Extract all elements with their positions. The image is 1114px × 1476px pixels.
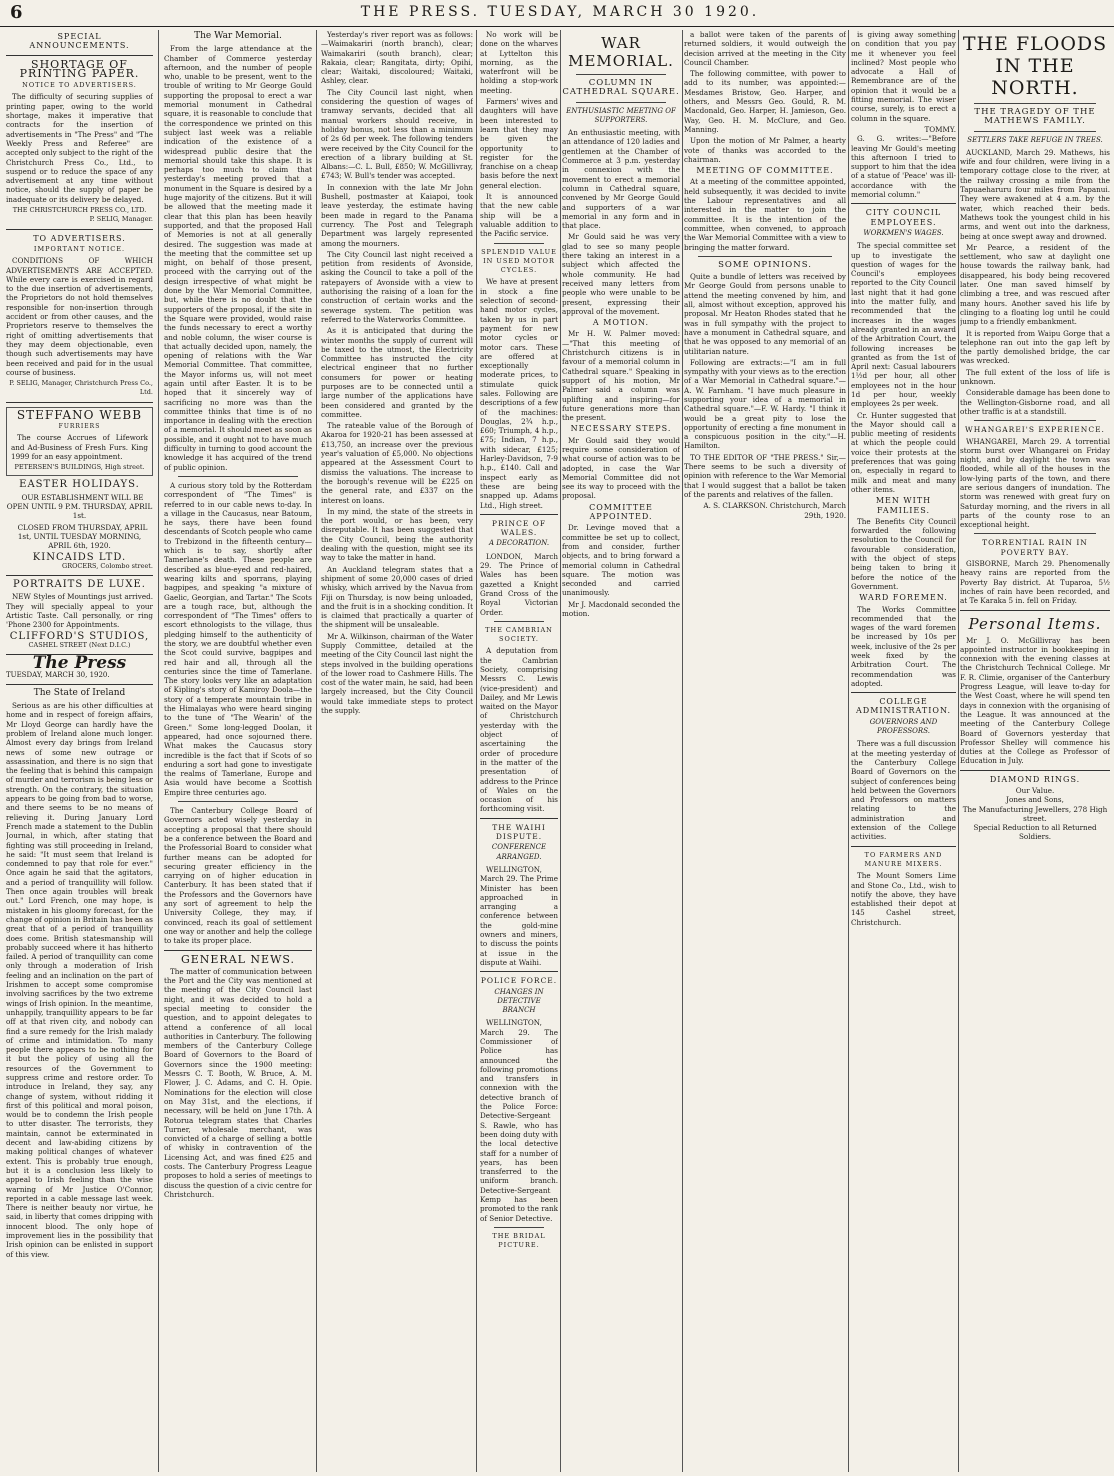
prince-text: LONDON, March 29. The Prince of Wales has been gazetted a Knight Grand Cross of the Royal Victorian Order.: [480, 551, 558, 617]
shortage-sign: THE CHRISTCHURCH PRESS CO., LTD.: [12, 206, 147, 215]
cliffords-address: CASHEL STREET (Next D.I.C.): [28, 640, 131, 649]
bridal-heading: THE BRIDAL PICTURE.: [492, 1231, 546, 1250]
war-memorial-intro: An enthusiastic meeting, with an attendance of 120 ladies and gentlemen at the Chamber of Commerce at 3 p.m. yesterday in connexion with the movement to erect a memorial column in Cathedral square, convened by Mr George Gould and supporters of a war memorial in any form and in that place.: [562, 128, 680, 231]
farmers-wives-text: Farmers' wives and daughters will have been interested to learn that they may be given the opportunity to register for the franchise on a cheap basis before the next general election.: [480, 97, 558, 190]
splendid-value-heading: SPLENDID VALUE IN USED MOTOR CYCLES.: [481, 247, 557, 275]
splendid-value-text: We have at present in stock a fine selection of second-hand motor cycles, taken by us in part payment for new motor cycles or motor cars. These are offered at exceptionally moderate prices, to stimulate quick sales. Following are descriptions of a few of the machines: Douglas, 2¾ h.p., £60; Triumph, 4 h.p., £75; Indian, 7 h.p., with sidecar, £125; Harley-Davidson, 7-9 h.p., £140. Call and inspect early as these are being snapped up. Adams Ltd., High street.: [480, 277, 558, 510]
divider: [6, 55, 153, 56]
press-date: TUESDAY, MARCH 30, 1920.: [6, 670, 110, 679]
waipu-text: It is reported from Waipu Gorge that a telephone ran out into the gap left by the partly demolished bridge, the car was wrecked.: [960, 328, 1110, 366]
divider: [851, 692, 956, 693]
police-text: WELLINGTON, March 29. The Commissioner of Police has announced the following promotions and transfers in connexion with the detective branch of the Police Force: Detective-Sergeant S. Rawle, who has been doing duty with the local detective staff for a number of years, has been transferred to the uniform branch. Detective-Sergeant Kemp has been promoted to the rank of Senior Detective.: [480, 1018, 558, 1223]
column-4: [480, 30, 558, 1472]
opinions-heading: SOME OPINIONS.: [718, 259, 812, 270]
divider: [576, 102, 666, 103]
letter-to-editor: TO THE EDITOR OF "THE PRESS." Sir,—There seems to be such a diversity of opinion with reference to the War Memorial that I would suggest that a ballot be taken of the parents and relatives of the fallen.: [684, 452, 846, 499]
page-number: 6: [10, 2, 23, 23]
college-admin-heading: COLLEGE ADMINISTRATION.: [856, 697, 951, 716]
cliffords-name: CLIFFORD'S STUDIOS,: [9, 630, 150, 642]
diamond-rings-heading: DIAMOND RINGS.: [989, 774, 1081, 784]
easter-text: OUR ESTABLISHMENT WILL BE OPEN UNTIL 9 P.M. THURSDAY, APRIL 1st.: [6, 492, 153, 521]
divider: [851, 846, 956, 847]
conditions-sign: P. SELIG, Manager, Christchurch Press Co., Ltd.: [9, 379, 153, 397]
stephano-sub: FURRIERS: [58, 422, 101, 430]
shortage-text: The difficulty of securing supplies of printing paper, owing to the world shortage, makes it imperative that contracts for the insertion of advertisements in "The Press" and "The Weekly Press and Referee" are accepted only subject to the right of the Christchurch Press Co., Ltd., to suspend or to reduce the space of any advertisement at any time without notice, should the supply of paper be inadequate or its delivery be delayed.: [6, 92, 153, 204]
portraits-text: NEW Styles of Mountings just arrived. They will specially appeal to your Artistic Taste. Call personally, or ring 'Phone 2300 for Appointments.: [6, 592, 153, 630]
column-rule: [682, 30, 683, 1472]
war-memorial-heading: The War Memorial.: [194, 31, 282, 41]
tommy-signature: TOMMY.: [924, 124, 956, 134]
stephano-text: The course Accrues of Lifework and Ad-Business of Fresh Furs. King 1999 for an easy appointment.: [11, 433, 148, 461]
stephano-name: STEFFANO WEBB: [16, 407, 143, 422]
kincaids-sub: GROCERS, Colombo street.: [62, 561, 153, 570]
council-employees-text: The special committee set up to investigate the question of wages for the Council's employees reported to the City Council last night that it had gone into the matter fully, and recommended that the increases in the wages already granted in an award of the Arbitration Court, the following increases be granted as from the 1st of April next: Casual labourers 1½d per hour, all other employees not in the hour 1d per hour, weekly employees 2s per week.: [851, 241, 956, 409]
council-employees-heading: CITY COUNCIL EMPLOYEES.: [865, 208, 942, 227]
farmers-advert-text: The Mount Somers Lime and Stone Co., Ltd., wish to notify the above, they have established their depot at 145 Cashel street, Christchurch.: [851, 871, 956, 927]
foremen-heading: WARD FOREMEN.: [859, 593, 948, 603]
easter-heading: EASTER HOLIDAYS.: [19, 479, 140, 491]
cambrian-heading: THE CAMBRIAN SOCIETY.: [485, 625, 553, 644]
notice-heading: NOTICE TO ADVERTISERS.: [22, 81, 137, 90]
jones-and-sons-address: The Manufacturing Jewellers, 278 High street.: [962, 804, 1108, 823]
prince-heading: PRINCE OF WALES.: [491, 518, 547, 538]
motion-text: Mr H. W. Palmer moved:—"That this meeting of Christchurch citizens is in favour of a memorial column in Cathedral square." Speaking in support of his motion, Mr Palmer said a column was uplifting and inspiring—for future generations more than the present.: [562, 329, 680, 423]
council-employees-sub: WORKMEN'S WAGES.: [863, 228, 944, 237]
poverty-bay-heading: TORRENTIAL RAIN IN POVERTY BAY.: [982, 538, 1088, 557]
notes-text: In connexion with the late Mr John Bushell, postmaster at Kaiapoi, took leave yesterday, the estimate having been made in regard to the Panama currency. The Post and Telegraph Department was largely represented among the mourners.: [321, 182, 473, 248]
committee-list-text: The following committee, with power to add to its number, was appointed:—Mesdames Bristow, Geo. Harper, and others, and Messrs Geo. Gould, R. M. Macdonald, Geo. Harper, H. Jamieson, Geo. Way, Geo. H. M. McClure, and Geo. Manning.: [684, 69, 846, 134]
streets-text: In my mind, the state of the streets in the port would, or has been, very disreputable. It has been suggested that the City Council, being the authority dealing with the question, might see its way to take the matter in hand.: [321, 506, 473, 563]
waihi-text: WELLINGTON, March 29. The Prime Minister has been approached in arranging a conference between the gold-mine owners and miners, to discuss the points at issue in the dispute at Waihi.: [480, 864, 558, 967]
families-heading: MEN WITH FAMILIES.: [875, 496, 932, 515]
police-heading: POLICE FORCE.: [480, 976, 558, 986]
damage-text: Considerable damage has been done to the Wellington-Gisborne road, and all other traffic is at a standstill.: [960, 388, 1110, 416]
column-rule: [958, 30, 959, 1472]
divider: [480, 818, 558, 819]
to-advertisers-heading: TO ADVERTISERS.: [33, 233, 126, 243]
ballot-text: a ballot were taken of the parents of returned soldiers, it would outweigh the decision arrived at the meeting in the City Council Chamber.: [684, 30, 846, 67]
council-wages-text: The City Council last night, when considering the question of wages of tramway servants, decided that all manual workers should receive, in holiday bonus, not less than a minimum of 2s 6d per week. The following tenders were received by the City Council for the erection of a library building at St. Albans:—C. L. Bull, £850; W. McGillivray, £743; W. Bull's tender was accepted.: [321, 87, 473, 181]
war-memorial-text: From the large attendance at the Chamber of Commerce yesterday afternoon, and the number of people who, unable to be present, went to the trouble of writing to Mr George Gould supporting the proposal to erect a war memorial monument in Cathedral square, it is reasonable to conclude that the correspondence we printed on this subject last week was a reliable indication of the existence of a widespread public desire that the memorial should take this shape. It is perhaps too much to claim that yesterday's meeting proved that a monument in the Square is desired by a huge majority of the citizens. But it will be allowed that the meeting made it clear that this plan has been heavily supported, and that the proposed Hall of Memories is not at all generally desired. The suggestion was made at the meeting that the committee set up might, on behalf of those present, proceed with the carrying out of the design irrespective of what might be done by the War Memorial Committee, but, while there is no doubt that the supporters of the proposal, if the site in the Square were provided, would raise the funds necessary to erect a worthy and noble column, the wiser course is that actually decided upon, namely, the opening of relations with the War Memorial Committee. That committee, the Mayor informs us, will not meet again until after Easter. It is to be hoped that it sincerely way of sacrificing no more was than the committee thinks that time is of no importance in dealing with the erection of a memorial. It should meet as soon as possible, and it ought not to have much difficulty in turning to good account the knowledge it has acquired of the trend of public opinion.: [164, 44, 312, 472]
college-text: The Canterbury College Board of Governors acted wisely yesterday in accepting a proposal that there should be a conference between the Board and the Professorial Board to consider what further means can be adopted for securing greater efficiency in the carrying on of higher education in Canterbury. It has been stated that if the Professors and the Governors have any sort of agreement to help the University College, they may, if convinced, reach its goal of settlement one way or another and help the college to take its proper place.: [164, 806, 312, 946]
war-memorial-sub2: ENTHUSIASTIC MEETING OF SUPPORTERS.: [566, 106, 676, 124]
column-1: [6, 30, 153, 1472]
families-text: The Benefits City Council forwarded the following resolution to the Council for favourable consideration, with the object of steps being taken to bring it before the notice of the Government.: [851, 516, 956, 591]
divider: [6, 684, 153, 685]
column-8: [960, 30, 1110, 1472]
divider: [974, 103, 1096, 104]
meeting-committee-text: At a meeting of the committee appointed, held subsequently, it was decided to invite the Labour representatives and all interested in the matter to join the committee. It is the intention of the committee, when convened, to approach the War Memorial Committee with a view to bringing the matter forward.: [684, 177, 846, 252]
column-rule: [316, 30, 317, 1472]
masthead: [0, 0, 1114, 27]
divider: [974, 533, 1096, 534]
prince-subheading: A DECORATION.: [488, 539, 550, 548]
personal-items-heading: Personal Items.: [968, 614, 1102, 633]
opinions-extracts: Following are extracts:—"I am in full sympathy with your views as to the erection of a War Memorial in Cathedral square."—A. W. Farnham. "I have much pleasure in supporting your idea of a memorial in Cathedral square."—F. W. Hardy. "I think it would be a great pity to lose the opportunity of erecting a fine monument in a conspicuous position in the city."—H. Hamilton.: [684, 357, 846, 451]
college-admin-text: There was a full discussion at the meeting yesterday of the Canterbury College Board of Governors on the subject of conferences being held between the Governors and Professors on matters relating to the administration and extension of the College activities.: [851, 739, 956, 842]
committee-appointed-heading: COMMITTEE APPOINTED.: [589, 502, 653, 522]
whangarei-heading: WHANGAREI'S EXPERIENCE.: [965, 425, 1105, 435]
divider: [494, 243, 544, 244]
column-rule: [560, 30, 561, 1472]
column-3: [321, 30, 473, 1472]
necessary-steps-heading: NECESSARY STEPS.: [570, 424, 672, 434]
divider: [851, 203, 956, 204]
opinions-text: Quite a bundle of letters was received by Mr George Gould from persons unable to attend the meeting convened by him, and all, almost without exception, approved his proposal. Mr Heaton Rhodes stated that he was in full sympathy with the project to have a monument in Cathedral square, and that he was opposed to any memorial of an utilitarian nature.: [684, 272, 846, 356]
letter-signature: A. S. CLARKSON. Christchurch, March 29th, 1920.: [703, 501, 846, 520]
divider: [974, 420, 1096, 421]
shortage-heading: SHORTAGE OF PRINTING PAPER.: [19, 57, 140, 80]
ireland-heading: The State of Ireland: [33, 687, 126, 698]
gg-letter-text: G. G. writes:—"Before leaving Mr Gould's meeting this afternoon I tried to support to him that the idea of a statue of 'Peace' was ill-accordance with the memorial column.": [851, 134, 956, 200]
rateable-text: The rateable value of the Borough of Akaroa for 1920-21 has been assessed at £13,750, an increase over the previous year's valuation of £5,000. No objections appeared at the Assessment Court to dismiss the valuations. The increase to the borough's revenue will be £225 on the general rate, and £337 on the interest on loans.: [321, 421, 473, 505]
auckland-text: An Auckland telegram states that a shipment of some 20,000 cases of dried whisky, which arrived by the Navua from Fiji on Thursday, is now being unloaded, and the fruit is in a shocking condition. It is claimed that practically a quarter of the shipment will be unsaleable.: [321, 564, 473, 630]
diamond-rings-text: Our Value.: [1015, 786, 1055, 795]
conditions-text: CONDITIONS OF WHICH ADVERTISEMENTS ARE ACCEPTED. While every care is exercised in regard to the due insertion of advertisements, the Proprietors do not hold themselves responsible for non-insertion through accident or from other causes, and the Proprietors reserve to themselves the right of omitting advertisements that they may deem objectionable, even though such advertisements may have been received and paid for in the usual course of business.: [6, 256, 153, 377]
divider: [178, 801, 298, 802]
divider: [494, 1227, 544, 1228]
page-title: THE PRESS. TUESDAY, MARCH 30 1920.: [360, 4, 760, 20]
loss-text: The full extent of the loss of life is unknown.: [960, 367, 1110, 387]
portraits-heading: PORTRAITS DE LUXE.: [13, 579, 146, 591]
water-supply-text: Mr A. Wilkinson, chairman of the Water Supply Committee, detailed at the meeting of the City Council last night the steps involved in the building operations of the lower road to Cashmere Hills. The cost of the water main, he said, had been largely increased, but the City Council would take immediate steps to protect the supply.: [321, 631, 473, 716]
motion-heading: A MOTION.: [592, 318, 650, 328]
divider: [480, 971, 558, 972]
war-memorial-main-heading: WAR MEMORIAL.: [568, 34, 674, 70]
curious-story-text: A curious story told by the Rotterdam correspondent of "The Times" is referred to in our cable news to-day. In a village in the Caucasus, near Batoum, he says, there have been found descendants of Scotch people who came to Trebizond in the fifteenth century—which is to say, shortly after Tamerlane's death. These people are described as blue-eyed and red-haired, wearing kilts and sporrans, playing bagpipes, and speaking "a mixture of Gaelic, Georgian, and Tartar." The Scots are a tough race, but, although the correspondent of "The Times" offers to escort ethnologists to the village, thus pledging himself to the authenticity of the story, we are doubtful whether even the Scot could survive, bagpipes and red hair and all, through all the centuries since the time of Tamerlane. The story looks very like an adaptation of Kipling's story of Kamiroy Doola—the story of a temperate mountain tribe in the Himalayas who were heard singing to the tune of "The Wearin' of the Green." Some long-legged Doolan, it appeared, had once sojourned there. What makes the Caucasus story incredible is the fact that if Scots of so enduring a sort had gone to investigate the realms of Tamerlane, Europe and Asia would have become a Scottish Empire three centuries ago.: [164, 480, 312, 797]
river-report-text: Yesterday's river report was as follows:—Waimakariri (north branch), clear; Waimakariri (south branch), clear; Rakaia, clear; Rangitata, dirty; Opihi, clear; Waitaki, discoloured; Waitaki, Ashley, clear.: [321, 30, 473, 86]
waihi-heading: THE WAIHI DISPUTE.: [492, 822, 546, 842]
foremen-text: The Works Committee recommended that the wages of the ward foremen be increased by 10s per week, inclusive of the 2s per week fixed by the Arbitration Court. The recommendation was adopted.: [851, 604, 956, 688]
column-2: [164, 30, 312, 1472]
whangarei-text: WHANGAREI, March 29. A torrential storm burst over Whangarei on Friday night, and by daylight the town was flooded, while all of the houses in the low-lying parts of the town, and there are serious dangers of inundation. The storm was renewed with great fury on Saturday morning, and the rivers in all parts of the county rose to an exceptional height.: [960, 436, 1110, 530]
poverty-bay-text: GISBORNE, March 29. Phenomenally heavy rains are reported from the Poverty Bay district. At Tuparoa, 5½ inches of rain have been recorded, and at Te Karaka 5 in. fell on Friday.: [960, 559, 1110, 606]
column-7: [851, 30, 956, 1472]
floods-heading: THE FLOODS IN THE NORTH.: [962, 33, 1108, 99]
column-rule: [158, 30, 159, 1472]
column-rule: [848, 30, 849, 1472]
tommy-letter-text: is giving away something on condition that you pay me it whenever you feel inclined? Most people who advocate a Hall of Remembrance are of the opinion that it would be a fitting memorial. The wiser course, surely, is to erect a column in the square.: [851, 30, 956, 123]
ireland-text: Serious as are his other difficulties at home and in respect of foreign affairs, Mr Lloyd George can hardly have the problem of Ireland alone much longer. Almost every day brings from Ireland news of some new outrage or assassination, and there is no sign that the feeling that is behind this campaign of murder and terrorism is being less or strength. On the contrary, the situation appears to be going from bad to worse, and there seems to be no means of relieving it. During January Lord French made a statement to the Dublin Journal, in which, after stating that fighting was still proceeding in Ireland, he said: "It must seem that Ireland is condemned to pay that role for ever." Once again he said that the agitators, and a period of tranquillity will follow. Then once again troubles will break out." Lord French, one may hope, is mistaken in his gloomy forecast, for the change of opinion in Britain has been as great that of a period of tranquillity does come. British statesmanship will probably succeed where it has hitherto failed. A period of tranquillity can come only through a moderation of Irish feeling and an inclination on the part of Irishmen to accept some compromise involving sacrifices by the two extreme wings of Irish opinion. In the meantime, unhappily, tranquillity appears to be far off at that riven city, and nobody can find a sure remedy for the Irish malady of crime and intimidation. To many people there appears to be nothing for it but the policy of using all the resources of the Government to suppress crime and restore order. To introduce in Ireland, they say, any change of system, without ridding it first of this political and moral poison, would be to condemn the Irish people to utter disaster. The terrorists, they maintain, cannot be exterminated in decent and law-abiding citizens by making political changes of whatever extent. This is probably true enough, but it is a conclusion less likely to appeal to Irish feeling than the wise warning of Mr Justice O'Connor, reported in a cable message last week. There is neither beauty nor virtue, he said, in liberty that comes dripping with innocent blood. The only hope of improvement lies in the possibility that Irish opinion can be enlisted in support of this view.: [6, 701, 153, 1259]
war-memorial-sub1: COLUMN IN CATHEDRAL SQUARE.: [562, 78, 680, 98]
divider: [576, 74, 666, 75]
farmers-advert-heading: TO FARMERS AND MANURE MIXERS.: [864, 850, 943, 868]
easter-closed: CLOSED FROM THURSDAY, APRIL 1st, UNTIL TUESDAY MORNING, APRIL 6th, 1920.: [17, 522, 148, 551]
column-rule: [476, 30, 477, 1472]
divider: [974, 131, 1096, 132]
vote-thanks-text: Upon the motion of Mr Palmer, a hearty vote of thanks was accorded to the chairman.: [684, 136, 846, 164]
jones-and-sons-note: Special Reduction to all Returned Soldiers.: [973, 823, 1097, 842]
divider: [960, 610, 1110, 611]
wharves-text: No work will be done on the wharves at Lyttelton this morning, as the waterfront will be holding a stop-work meeting.: [480, 30, 558, 95]
divider: [960, 770, 1110, 771]
cable-ship-text: It is announced that the new cable ship will be a valuable addition to the Pacific service.: [480, 192, 558, 239]
column-6: [684, 30, 846, 1472]
divider: [178, 476, 298, 477]
gould-text: Mr Gould said he was very glad to see so many people there taking an interest in a subject which affected the whole community. He had received many letters from people who were unable to be present, expressing their approval of the movement.: [562, 232, 680, 316]
divider: [6, 402, 153, 403]
divider: [698, 256, 832, 257]
press-title: The Press: [32, 653, 127, 674]
kincaids-name: KINCAIDS LTD.: [32, 551, 127, 563]
meeting-committee-heading: MEETING OF COMMITTEE.: [696, 166, 834, 176]
hunter-text: Cr. Hunter suggested that the Mayor should call a public meeting of residents at which the people could voice their protests at the preferences that was going on, especially in regard to milk and meat and many other items.: [851, 410, 956, 494]
college-admin-sub: GOVERNORS AND PROFESSORS.: [869, 717, 938, 736]
divider: [6, 229, 153, 230]
personal-items-text: Mr J. O. McGillivray has been appointed instructor in bookkeeping in connexion with the evening classes at the Christchurch Technical College. Mr F. R. Climie, organiser of the Canterbury Progress League, will leave to-day for the West Coast, where he will spend ten days in connexion with the organising of the League. It was announced at the meeting of the Canterbury College Board of Governors yesterday that Professor Shelley will commence his duties at the College as Professor of Education in July.: [960, 635, 1110, 766]
floods-sub1: THE TRAGEDY OF THE MATHEWS FAMILY.: [974, 107, 1096, 127]
electricity-text: As it is anticipated that during the winter months the supply of current will be taxed to the utmost, the Electricity Committee has instructed the city electrical engineer that no further consumers for power or heating purposes are to be connected until a large number of the applications have been considered and granted by the committee.: [321, 326, 473, 419]
waihi-subheading: CONFERENCE ARRANGED.: [491, 843, 547, 861]
divider: [164, 950, 312, 951]
divider: [6, 575, 153, 576]
police-subheading: CHANGES IN DETECTIVE BRANCH: [494, 987, 544, 1015]
seconded-text: Mr J. Macdonald seconded the motion.: [562, 599, 680, 619]
shortage-sign-manager: P. SELIG, Manager.: [89, 215, 153, 224]
committee-appointed-text: Dr. Levinge moved that a committee be set up to collect, from and consider, further objects, and to bring forward a memorial column in Cathedral square. The motion was seconded and carried unanimously.: [562, 523, 680, 598]
general-news-heading: GENERAL NEWS.: [180, 952, 296, 966]
divider: [480, 514, 558, 515]
stephano-advert: [6, 407, 153, 477]
cambrian-text: A deputation from the Cambrian Society, comprising Messrs C. Lewis (vice-president) and Dailey, and Mr Lewis waited on the Mayor of Christchurch yesterday with the object of ascertaining the order of procedure in the matter of the presentation of address to the Prince of Wales on the occasion of his forthcoming visit.: [480, 646, 558, 814]
important-notice-heading: IMPORTANT NOTICE.: [33, 244, 126, 253]
divider: [494, 621, 544, 622]
petition-text: The City Council last night received a petition from residents of Avonside, asking the Council to take a poll of the ratepayers of Avonside with a view to authorising the raising of a loan for the construction of certain works and the sewerage system. The petition was referred to the Waterworks Committee.: [321, 249, 473, 324]
column-5: [562, 30, 680, 1472]
necessary-steps-text: Mr Gould said they would require some consideration of what course of action was to be adopted, in case the War Memorial Committee did not see its way to proceed with the proposal.: [562, 435, 680, 501]
general-news-text: The matter of communication between the Port and the City was mentioned at the meeting of the City Council last night, and it was decided to hold a special meeting to consider the question, and to appoint delegates to attend a conference of all local authorities in Canterbury. The following members of the Canterbury College Board of Governors to the Board of Governors since the 1900 meeting: Messrs C. T. Booth, W. Bruce, A. M. Flower, J. C. Adams, and C. H. Opie. Nominations for the election will close on May 31st, and the elections, if necessary, will be held on June 17th. A Rotorua telegram states that Charles Turner, wholesale merchant, was convicted of a charge of selling a bottle of whisky in contravention of the Licensing Act, and was fined £25 and costs. The Canterbury Progress League proposes to hold a series of meetings to discuss the question of a civic centre for Christchurch.: [164, 966, 312, 1199]
special-announcements-heading: SPECIAL ANNOUNCEMENTS.: [29, 32, 130, 51]
stephano-address: PETERSEN'S BUILDINGS, High street.: [14, 463, 145, 472]
floods-sub2: SETTLERS TAKE REFUGE IN TREES.: [967, 135, 1103, 144]
floods-text: AUCKLAND, March 29. Mathews, his wife and four children, were living in a temporary cottage close to the river, at the railway crossing a mile from the Tapuaeharuru four miles from Papanui. They were awakened at 4 a.m. by the water, which reached their beds. Mathews took the youngest child in his arms, and went out into the darkness, being at once swept away and drowned.: [960, 147, 1110, 241]
pearce-text: Mr Pearce, a resident of the settlement, who saw at daylight one house towards the railway bank, had disappeared, his body being recovered later. One man saved himself by climbing a tree, and was rescued after many hours. Another saved his life by clinging to a floating log until he could jump to a friendly embankment.: [960, 242, 1110, 327]
jones-and-sons-name: Jones and Sons,: [1006, 795, 1064, 805]
